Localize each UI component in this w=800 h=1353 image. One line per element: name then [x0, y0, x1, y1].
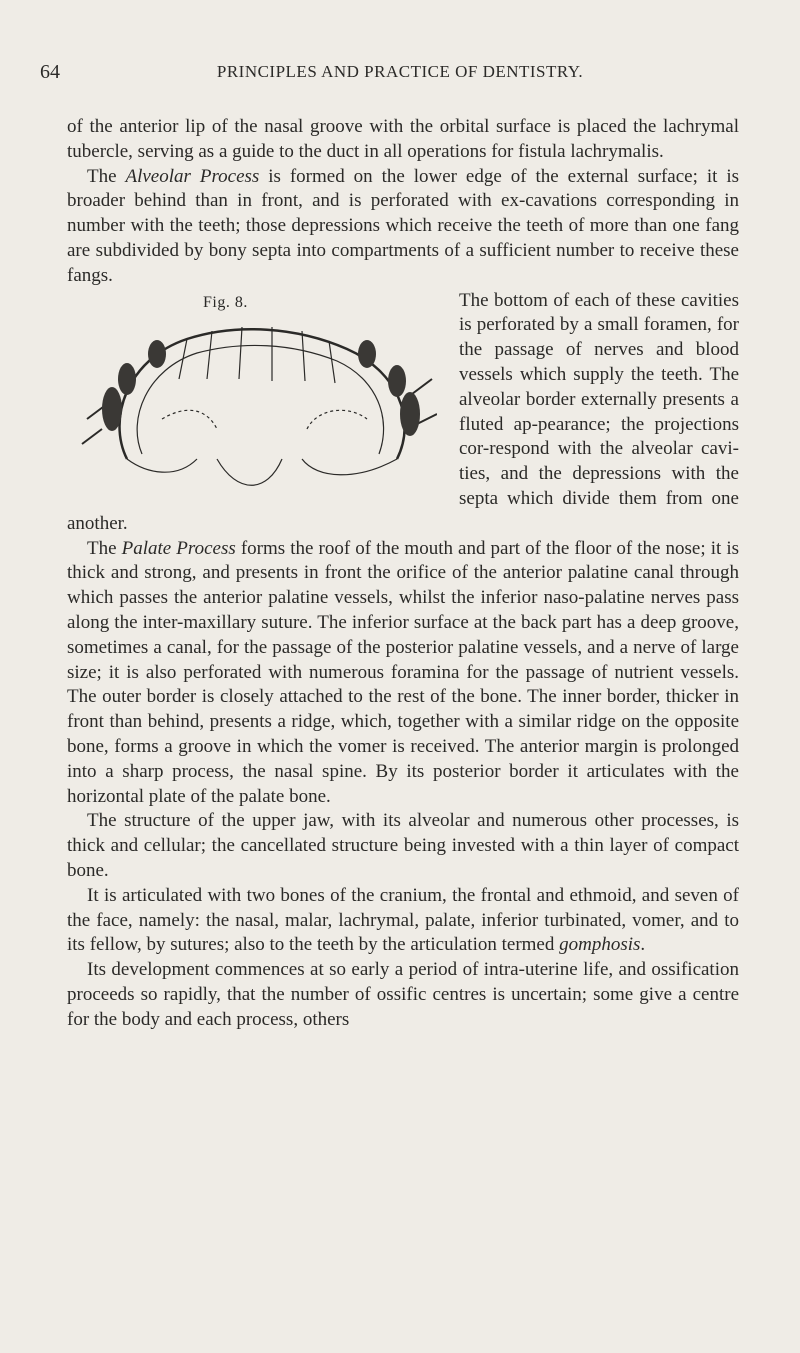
paragraph-3: The bottom of each of these cavities is perforated by a small foramen, for the passage of nerves and blood vessels which supply the teeth. The alveolar border externally presents a fluted ap-pearance; the projections cor-respond with the alveolar cavi-ties, and the depressions with the septa which divide them from one another. — [67, 289, 739, 534]
paragraph-6 — [67, 884, 739, 958]
body-text — [67, 115, 739, 1032]
figure-8 — [67, 289, 447, 504]
paragraph-2 — [67, 165, 739, 289]
italic-term: Alveolar Process — [125, 165, 260, 187]
paragraph-7: Its development commences at so early a period of intra-uterine life, and ossification proceeds so rapidly, that the number of ossific centres is uncertain; some give a centre for the body and each process, others — [67, 959, 739, 1030]
page-number: 64 — [40, 60, 60, 83]
paragraph-6-text: It is articulated with two bones of the cranium, the frontal and ethmoid, and seven of the face, namely: the nasal, malar, lachrymal, palate, inferior turbinated, vomer, and to its fellow, by sutures; also to the teeth by the articulation termed gomphosis. — [67, 884, 739, 956]
paragraph-2-text: The Alveolar Process is formed on the lower edge of the external surface; it is broader behind than in front, and is perforated with ex-cavations corresponding in number with the teeth; those depressions which receive the teeth of more than one fang are subdivided by bony septa into compartments of a sufficient number to receive these fangs. — [67, 165, 739, 286]
running-header — [40, 57, 760, 87]
paragraph-5: The structure of the upper jaw, with its alveolar and numerous other processes, is thick and cellular; the cancellated structure being invested with a thin layer of compact bone. — [67, 810, 739, 881]
running-title: PRINCIPLES AND PRACTICE OF DENTISTRY. — [216, 62, 584, 81]
paragraph-4 — [67, 537, 739, 810]
figure-caption: Fig. 8. — [203, 293, 248, 311]
italic-term: Palate Process — [121, 537, 236, 559]
italic-term: gomphosis — [559, 934, 641, 956]
paragraph-1: of the anterior lip of the nasal groove with the orbital surface is placed the lachrymal tubercle, serving as a guide to the duct in all operations for fistula lachrymalis. — [67, 116, 739, 162]
alveolar-process-illustration — [67, 309, 437, 499]
paragraph-4-text: The Palate Process forms the roof of the mouth and part of the floor of the nose; it is thick and strong, and presents in front the orifice of the anterior palatine canal through which passes the anterior palatine vessels, whilst the inferior naso-palatine nerves pass along the inter-maxillary suture. The inferior surface at the back part has a deep groove, sometimes a canal, for the passage of the posterior palatine vessels, and a nerve of large size; it is also perforated with numerous foramina for the passage of nutrient vessels. The outer border is closely attached to the rest of the bone. The inner border, thicker in front than behind, presents a ridge, which, together with a similar ridge on the opposite bone, forms a groove in which the vomer is received. The anterior margin is prolonged into a sharp process, the nasal spine. By its posterior border it articulates with the horizontal plate of the palate bone. — [67, 537, 739, 807]
